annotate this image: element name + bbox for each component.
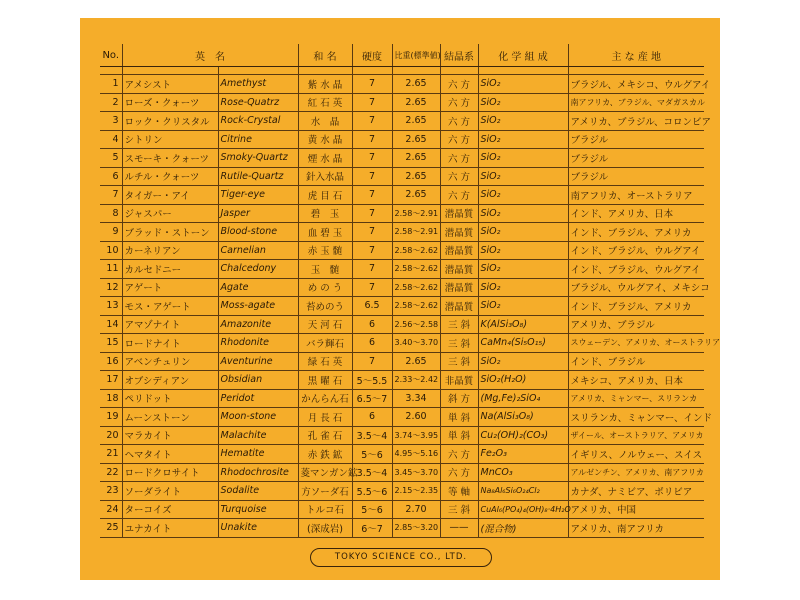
english-name-latin: Hematite <box>218 445 298 464</box>
hardness: 3.5〜4 <box>352 463 392 482</box>
specific-gravity: 2.65 <box>392 149 440 168</box>
main-locality: インド、アメリカ、日本 <box>568 204 704 223</box>
japanese-name: (深成岩) <box>298 519 352 538</box>
row-number: 16 <box>100 352 122 371</box>
table-row <box>100 352 704 371</box>
specific-gravity: 2.65 <box>392 93 440 112</box>
english-name-latin: Sodalite <box>218 482 298 501</box>
english-name-kana: ユナカイト <box>122 519 218 538</box>
english-name-latin: Obsidian <box>218 371 298 390</box>
english-name-latin: Citrine <box>218 130 298 149</box>
row-number: 19 <box>100 408 122 427</box>
specific-gravity: 2.65 <box>392 112 440 131</box>
specific-gravity: 2.58〜2.91 <box>392 223 440 242</box>
table-row <box>100 297 704 316</box>
crystal-system: 六 方 <box>440 463 478 482</box>
specific-gravity: 2.33〜2.42 <box>392 371 440 390</box>
english-name-kana: アゲート <box>122 278 218 297</box>
main-locality: ブラジル <box>568 167 704 186</box>
english-name-kana: ルチル・クォーツ <box>122 167 218 186</box>
english-name-kana: ソーダライト <box>122 482 218 501</box>
specific-gravity: 2.70 <box>392 500 440 519</box>
japanese-name: かんらん石 <box>298 389 352 408</box>
crystal-system: 六 方 <box>440 167 478 186</box>
hardness: 7 <box>352 93 392 112</box>
english-name-kana: カルセドニー <box>122 260 218 279</box>
table-row <box>100 500 704 519</box>
english-name-kana: ジャスパー <box>122 204 218 223</box>
hardness: 7 <box>352 204 392 223</box>
english-name-latin: Tiger-eye <box>218 186 298 205</box>
chemical-formula: MnCO₃ <box>478 463 568 482</box>
japanese-name: 月 長 石 <box>298 408 352 427</box>
specific-gravity: 2.58〜2.62 <box>392 260 440 279</box>
table-row <box>100 278 704 297</box>
main-locality: インド、ブラジル、ウルグアイ <box>568 260 704 279</box>
main-locality: アメリカ、南アフリカ <box>568 519 704 538</box>
chemical-formula: Na₈Al₆Si₆O₂₄Cl₂ <box>478 482 568 501</box>
hardness: 6.5 <box>352 297 392 316</box>
main-locality: インド、ブラジル、ウルグアイ <box>568 241 704 260</box>
japanese-name: 針入水晶 <box>298 167 352 186</box>
english-name-kana: アメシスト <box>122 75 218 94</box>
specific-gravity: 2.58〜2.62 <box>392 297 440 316</box>
english-name-latin: Amazonite <box>218 315 298 334</box>
english-name-kana: ロック・クリスタル <box>122 112 218 131</box>
crystal-system: 斜 方 <box>440 389 478 408</box>
header-spacer <box>100 67 704 75</box>
japanese-name: 紅 石 英 <box>298 93 352 112</box>
chemical-formula: SiO₂ <box>478 167 568 186</box>
english-name-kana: タイガー・アイ <box>122 186 218 205</box>
specific-gravity: 4.95〜5.16 <box>392 445 440 464</box>
chemical-formula: Fe₂O₃ <box>478 445 568 464</box>
chemical-formula: SiO₂ <box>478 241 568 260</box>
english-name-latin: Amethyst <box>218 75 298 94</box>
main-locality: 南アフリカ、オーストラリア <box>568 186 704 205</box>
hardness: 6 <box>352 315 392 334</box>
row-number: 12 <box>100 278 122 297</box>
table-row <box>100 204 704 223</box>
chemical-formula: CaMn₄(Si₅O₁₅) <box>478 334 568 353</box>
chemical-formula: SiO₂ <box>478 75 568 94</box>
table-row <box>100 334 704 353</box>
header-crystal-system: 結晶系 <box>440 44 478 67</box>
main-locality: ブラジル <box>568 149 704 168</box>
hardness: 3.5〜4 <box>352 426 392 445</box>
table-row <box>100 75 704 94</box>
chemical-formula: SiO₂ <box>478 112 568 131</box>
english-name-latin: Rhodonite <box>218 334 298 353</box>
table-row <box>100 130 704 149</box>
main-locality: アルゼンチン、アメリカ、南アフリカ <box>568 463 704 482</box>
table-row <box>100 408 704 427</box>
mineral-chart-card <box>80 18 720 580</box>
crystal-system: 潜晶質 <box>440 297 478 316</box>
english-name-kana: ローズ・クォーツ <box>122 93 218 112</box>
header-english-name: 英 名 <box>122 44 298 67</box>
japanese-name: 赤 鉄 鉱 <box>298 445 352 464</box>
chemical-formula: SiO₂ <box>478 278 568 297</box>
chemical-formula: SiO₂ <box>478 93 568 112</box>
row-number: 13 <box>100 297 122 316</box>
hardness: 7 <box>352 186 392 205</box>
english-name-latin: Turquoise <box>218 500 298 519</box>
english-name-kana: モス・アゲート <box>122 297 218 316</box>
hardness: 7 <box>352 241 392 260</box>
main-locality: 南アフリカ、ブラジル、マダガスカル <box>568 93 704 112</box>
main-locality: ブラジル <box>568 130 704 149</box>
hardness: 6.5〜7 <box>352 389 392 408</box>
crystal-system: 六 方 <box>440 445 478 464</box>
japanese-name: 煙 水 晶 <box>298 149 352 168</box>
english-name-latin: Peridot <box>218 389 298 408</box>
hardness: 5〜6 <box>352 445 392 464</box>
english-name-kana: ターコイズ <box>122 500 218 519</box>
chemical-formula: (混合物) <box>478 519 568 538</box>
header-specific-gravity: 比重(標準値) <box>392 44 440 67</box>
specific-gravity: 2.65 <box>392 186 440 205</box>
japanese-name: 天 河 石 <box>298 315 352 334</box>
english-name-latin: Smoky-Quartz <box>218 149 298 168</box>
chemical-formula: SiO₂ <box>478 297 568 316</box>
table-row <box>100 149 704 168</box>
crystal-system: 六 方 <box>440 75 478 94</box>
japanese-name: 苔めのう <box>298 297 352 316</box>
row-number: 18 <box>100 389 122 408</box>
english-name-kana: ヘマタイト <box>122 445 218 464</box>
chemical-formula: SiO₂ <box>478 130 568 149</box>
chemical-formula: SiO₂(H₂O) <box>478 371 568 390</box>
english-name-latin: Unakite <box>218 519 298 538</box>
chemical-formula: SiO₂ <box>478 260 568 279</box>
english-name-kana: スモーキ・クォーツ <box>122 149 218 168</box>
main-locality: アメリカ、ブラジル <box>568 315 704 334</box>
chemical-formula: CuAl₆(PO₄)₄(OH)₈·4H₂O <box>478 500 568 519</box>
table-row <box>100 445 704 464</box>
english-name-latin: Agate <box>218 278 298 297</box>
hardness: 7 <box>352 149 392 168</box>
specific-gravity: 2.65 <box>392 167 440 186</box>
english-name-latin: Carnelian <box>218 241 298 260</box>
japanese-name: 碧 玉 <box>298 204 352 223</box>
row-number: 20 <box>100 426 122 445</box>
japanese-name: め の う <box>298 278 352 297</box>
specific-gravity: 3.34 <box>392 389 440 408</box>
japanese-name: 虎 目 石 <box>298 186 352 205</box>
header-no: No. <box>100 44 122 67</box>
row-number: 10 <box>100 241 122 260</box>
english-name-kana: ロードナイト <box>122 334 218 353</box>
main-locality: ブラジル、ウルグアイ、メキシコ <box>568 278 704 297</box>
main-locality: イギリス、ノルウェー、スイス <box>568 445 704 464</box>
english-name-kana: アベンチュリン <box>122 352 218 371</box>
specific-gravity: 2.15〜2.35 <box>392 482 440 501</box>
japanese-name: 玉 髄 <box>298 260 352 279</box>
row-number: 6 <box>100 167 122 186</box>
japanese-name: 菱マンガン鉱 <box>298 463 352 482</box>
main-locality: ブラジル、メキシコ、ウルグアイ <box>568 75 704 94</box>
chemical-formula: SiO₂ <box>478 186 568 205</box>
specific-gravity: 2.58〜2.62 <box>392 241 440 260</box>
hardness: 7 <box>352 223 392 242</box>
english-name-kana: カーネリアン <box>122 241 218 260</box>
crystal-system: 潜晶質 <box>440 241 478 260</box>
table-row <box>100 223 704 242</box>
hardness: 7 <box>352 75 392 94</box>
crystal-system: 等 軸 <box>440 482 478 501</box>
english-name-kana: ロードクロサイト <box>122 463 218 482</box>
table-row <box>100 463 704 482</box>
english-name-kana: ペリドット <box>122 389 218 408</box>
row-number: 14 <box>100 315 122 334</box>
specific-gravity: 2.60 <box>392 408 440 427</box>
table-row <box>100 371 704 390</box>
english-name-latin: Blood-stone <box>218 223 298 242</box>
main-locality: メキシコ、アメリカ、日本 <box>568 371 704 390</box>
crystal-system: 六 方 <box>440 112 478 131</box>
english-name-latin: Chalcedony <box>218 260 298 279</box>
crystal-system: 三 斜 <box>440 315 478 334</box>
english-name-latin: Rhodochrosite <box>218 463 298 482</box>
crystal-system: 単 斜 <box>440 426 478 445</box>
chemical-formula: SiO₂ <box>478 223 568 242</box>
chemical-formula: SiO₂ <box>478 149 568 168</box>
chemical-formula: SiO₂ <box>478 204 568 223</box>
specific-gravity: 3.45〜3.70 <box>392 463 440 482</box>
row-number: 8 <box>100 204 122 223</box>
crystal-system: 六 方 <box>440 186 478 205</box>
main-locality: インド、ブラジル、アメリカ <box>568 223 704 242</box>
english-name-kana: シトリン <box>122 130 218 149</box>
row-number: 3 <box>100 112 122 131</box>
chemical-formula: K(AlSi₃O₈) <box>478 315 568 334</box>
english-name-latin: Malachite <box>218 426 298 445</box>
english-name-latin: Moon-stone <box>218 408 298 427</box>
table-row <box>100 426 704 445</box>
hardness: 5.5〜6 <box>352 482 392 501</box>
japanese-name: トルコ石 <box>298 500 352 519</box>
row-number: 24 <box>100 500 122 519</box>
japanese-name: 黄 水 晶 <box>298 130 352 149</box>
crystal-system: 非晶質 <box>440 371 478 390</box>
main-locality: インド、ブラジル、アメリカ <box>568 297 704 316</box>
crystal-system: 三 斜 <box>440 500 478 519</box>
table-row <box>100 93 704 112</box>
hardness: 6〜7 <box>352 519 392 538</box>
crystal-system: 六 方 <box>440 93 478 112</box>
english-name-latin: Moss-agate <box>218 297 298 316</box>
english-name-kana: アマゾナイト <box>122 315 218 334</box>
english-name-kana: ブラッド・ストーン <box>122 223 218 242</box>
main-locality: アメリカ、ミャンマー、スリランカ <box>568 389 704 408</box>
table-row <box>100 260 704 279</box>
main-locality: スリランカ、ミャンマー、インド <box>568 408 704 427</box>
specific-gravity: 2.58〜2.91 <box>392 204 440 223</box>
hardness: 7 <box>352 130 392 149</box>
crystal-system: 潜晶質 <box>440 278 478 297</box>
table-row <box>100 315 704 334</box>
header-chemical-composition: 化 学 組 成 <box>478 44 568 67</box>
japanese-name: 黒 曜 石 <box>298 371 352 390</box>
hardness: 7 <box>352 278 392 297</box>
crystal-system: 三 斜 <box>440 352 478 371</box>
hardness: 6 <box>352 334 392 353</box>
crystal-system: 六 方 <box>440 149 478 168</box>
specific-gravity: 2.56〜2.58 <box>392 315 440 334</box>
crystal-system: 三 斜 <box>440 334 478 353</box>
hardness: 7 <box>352 352 392 371</box>
header-japanese-name: 和 名 <box>298 44 352 67</box>
main-locality: アメリカ、ブラジル、コロンビア <box>568 112 704 131</box>
crystal-system: 潜晶質 <box>440 204 478 223</box>
row-number: 1 <box>100 75 122 94</box>
main-locality: ザイール、オーストラリア、アメリカ <box>568 426 704 445</box>
japanese-name: バラ輝石 <box>298 334 352 353</box>
row-number: 22 <box>100 463 122 482</box>
header-hardness: 硬度 <box>352 44 392 67</box>
english-name-latin: Rose-Quatrz <box>218 93 298 112</box>
english-name-kana: オブシディアン <box>122 371 218 390</box>
row-number: 5 <box>100 149 122 168</box>
specific-gravity: 2.65 <box>392 130 440 149</box>
hardness: 7 <box>352 167 392 186</box>
japanese-name: 血 碧 玉 <box>298 223 352 242</box>
japanese-name: 紫 水 晶 <box>298 75 352 94</box>
english-name-kana: ムーンストーン <box>122 408 218 427</box>
row-number: 2 <box>100 93 122 112</box>
main-locality: アメリカ、中国 <box>568 500 704 519</box>
specific-gravity: 3.74〜3.95 <box>392 426 440 445</box>
table-row <box>100 186 704 205</box>
specific-gravity: 2.65 <box>392 352 440 371</box>
crystal-system: 六 方 <box>440 130 478 149</box>
table-row <box>100 241 704 260</box>
hardness: 7 <box>352 112 392 131</box>
crystal-system: 潜晶質 <box>440 223 478 242</box>
specific-gravity: 2.58〜2.62 <box>392 278 440 297</box>
row-number: 25 <box>100 519 122 538</box>
chemical-formula: Cu₂(OH)₂(CO₃) <box>478 426 568 445</box>
specific-gravity: 2.65 <box>392 75 440 94</box>
chemical-formula: SiO₂ <box>478 352 568 371</box>
row-number: 11 <box>100 260 122 279</box>
table-row <box>100 482 704 501</box>
english-name-kana: マラカイト <box>122 426 218 445</box>
row-number: 7 <box>100 186 122 205</box>
row-number: 23 <box>100 482 122 501</box>
table-row <box>100 389 704 408</box>
row-number: 4 <box>100 130 122 149</box>
table-row <box>100 167 704 186</box>
english-name-latin: Jasper <box>218 204 298 223</box>
main-locality: インド、ブラジル <box>568 352 704 371</box>
chemical-formula: (Mg,Fe)₂SiO₄ <box>478 389 568 408</box>
japanese-name: 赤 玉 髄 <box>298 241 352 260</box>
crystal-system: 単 斜 <box>440 408 478 427</box>
mineral-table <box>100 44 721 538</box>
row-number: 21 <box>100 445 122 464</box>
hardness: 6 <box>352 408 392 427</box>
table-header-row <box>100 44 704 67</box>
header-main-locality: 主 な 産 地 <box>568 44 704 67</box>
english-name-latin: Rutile-Quartz <box>218 167 298 186</box>
crystal-system: 潜晶質 <box>440 260 478 279</box>
japanese-name: 緑 石 英 <box>298 352 352 371</box>
chemical-formula: Na(AlSi₃O₈) <box>478 408 568 427</box>
hardness: 7 <box>352 260 392 279</box>
hardness: 5〜6 <box>352 500 392 519</box>
specific-gravity: 3.40〜3.70 <box>392 334 440 353</box>
row-number: 15 <box>100 334 122 353</box>
crystal-system: —— <box>440 519 478 538</box>
japanese-name: 方ソーダ石 <box>298 482 352 501</box>
japanese-name: 水 晶 <box>298 112 352 131</box>
main-locality: カナダ、ナミビア、ボリビア <box>568 482 704 501</box>
japanese-name: 孔 雀 石 <box>298 426 352 445</box>
english-name-latin: Rock-Crystal <box>218 112 298 131</box>
specific-gravity: 2.85〜3.20 <box>392 519 440 538</box>
company-label: TOKYO SCIENCE CO., LTD. <box>310 548 492 567</box>
main-locality: スウェーデン、アメリカ、オーストラリア <box>568 334 704 353</box>
english-name-latin: Aventurine <box>218 352 298 371</box>
row-number: 9 <box>100 223 122 242</box>
hardness: 5〜5.5 <box>352 371 392 390</box>
row-number: 17 <box>100 371 122 390</box>
table-row <box>100 112 704 131</box>
table-row <box>100 519 704 538</box>
